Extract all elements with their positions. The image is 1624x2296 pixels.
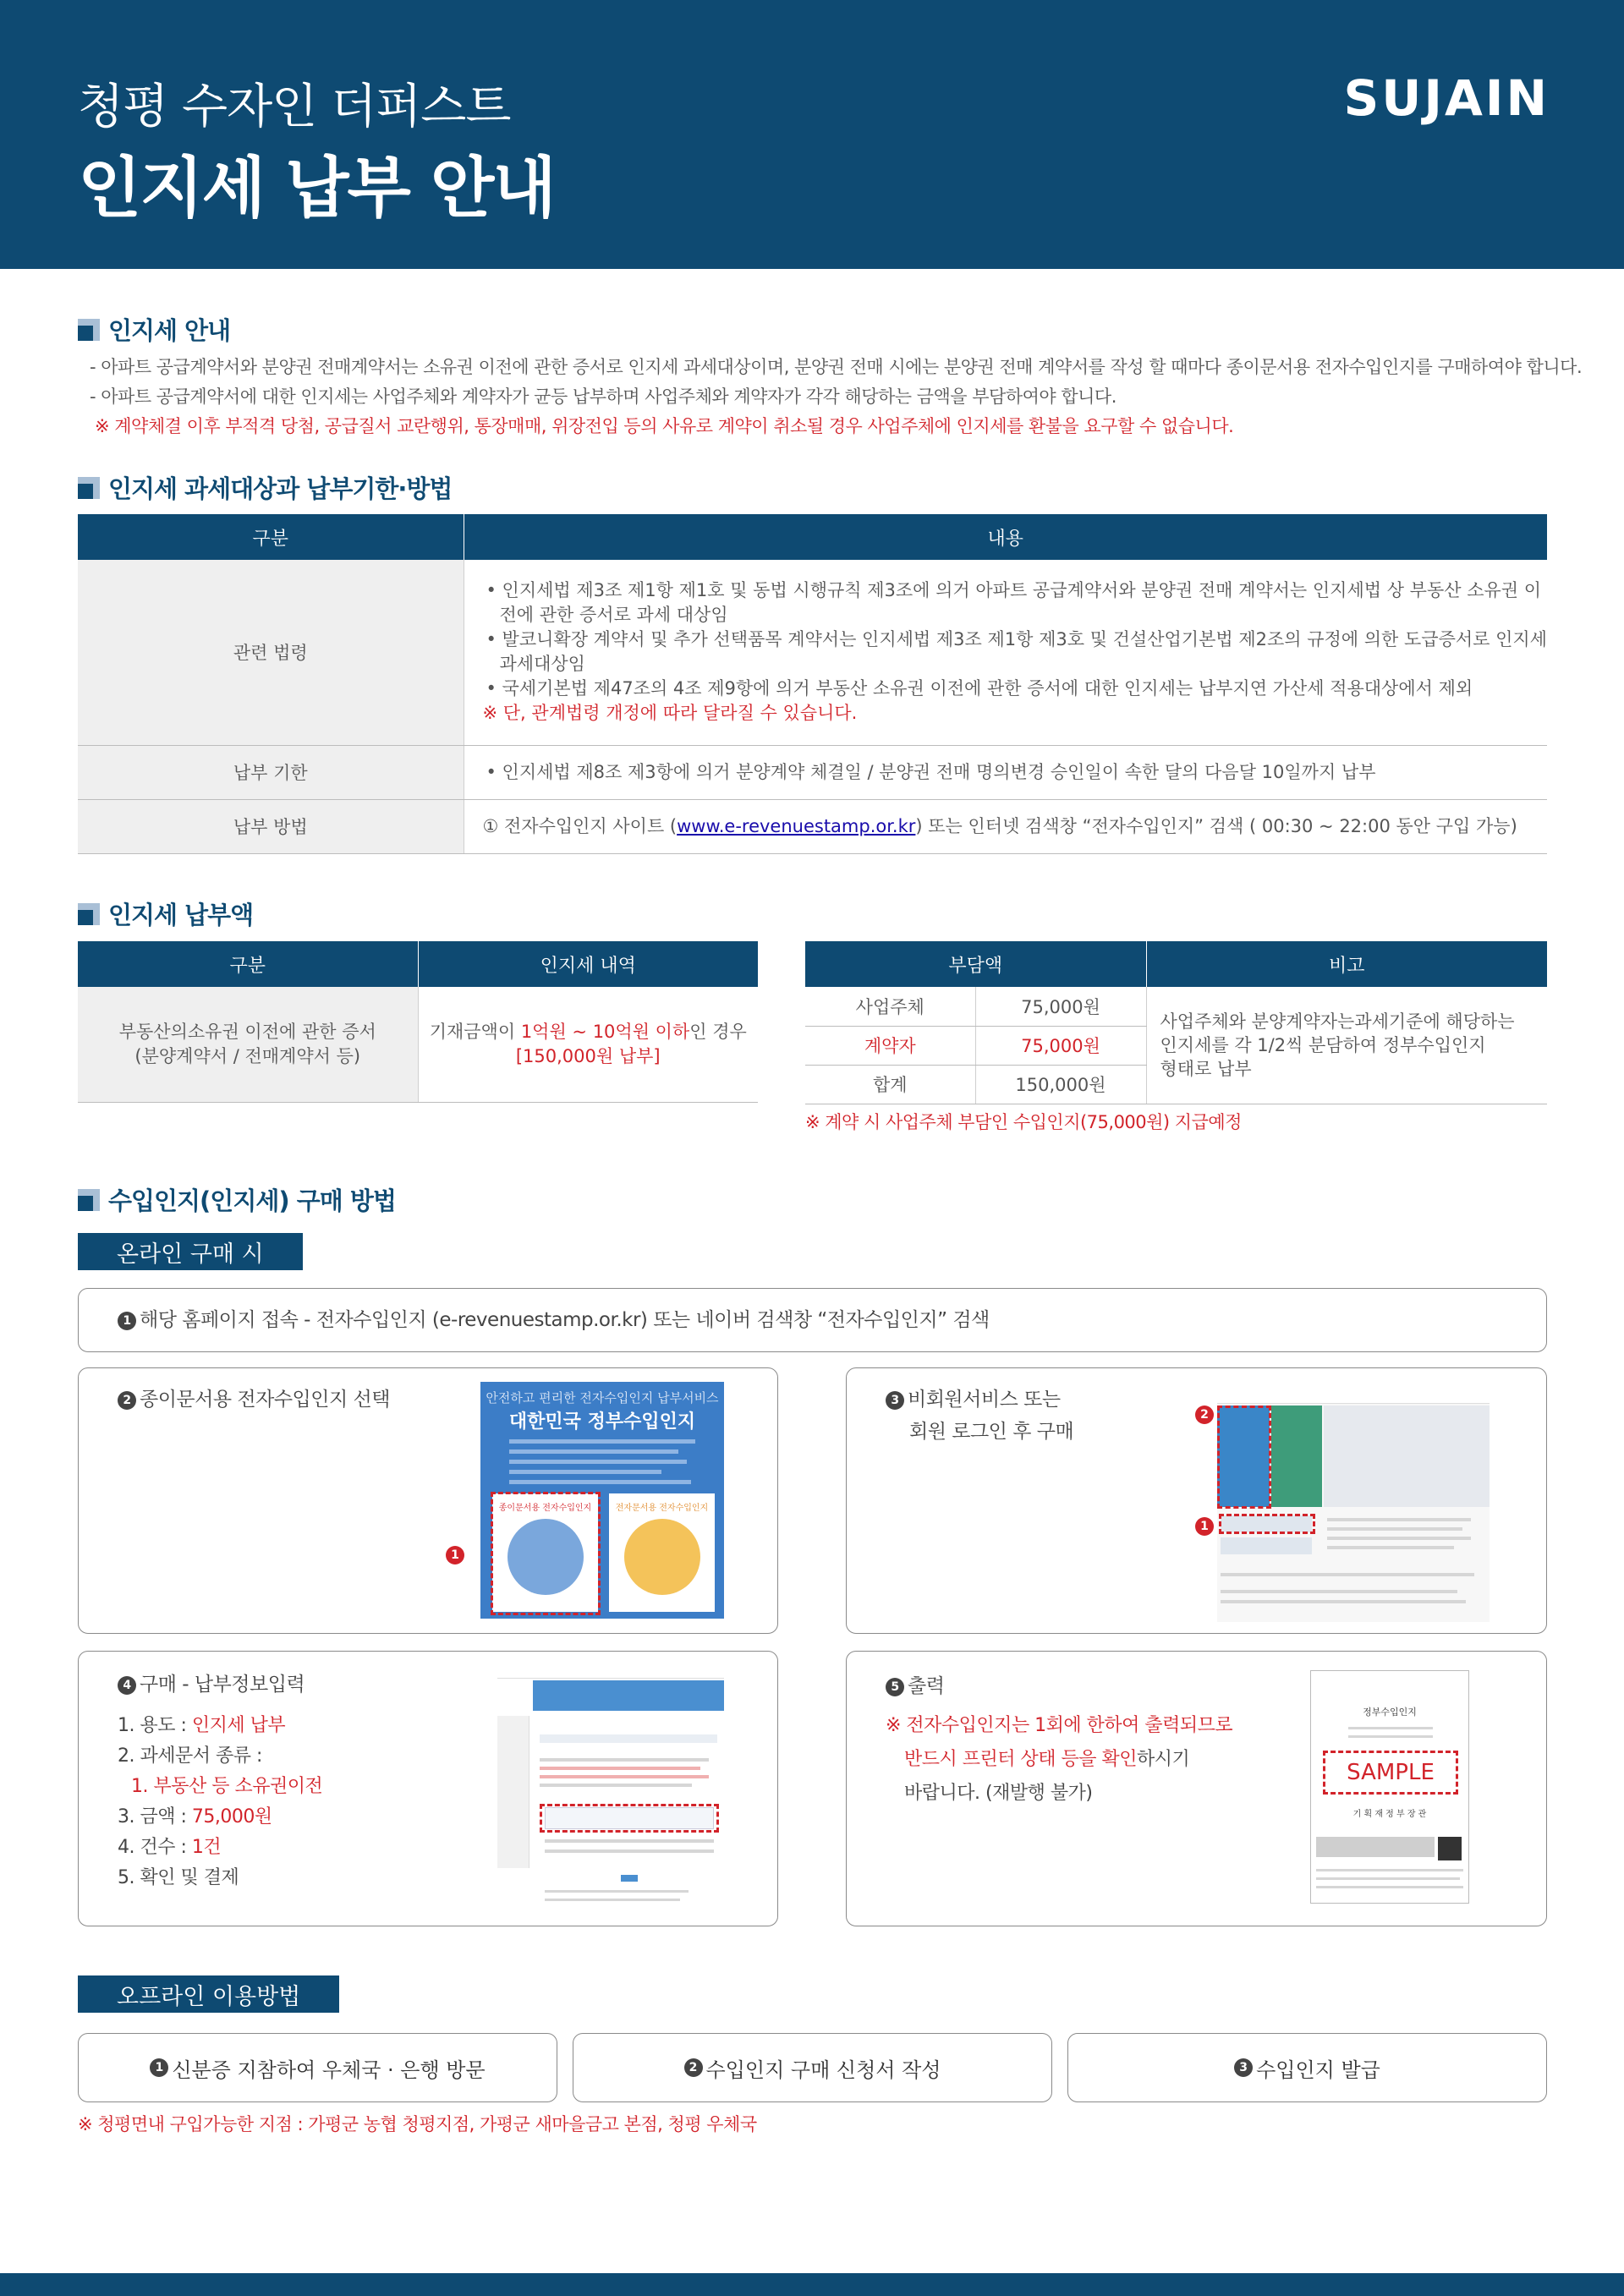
step-number-2: 2: [118, 1391, 136, 1410]
row-label-method: 납부 방법: [78, 799, 464, 853]
law-note: ※ 단, 관계법령 개정에 따라 달라질 수 있습니다.: [482, 703, 858, 724]
laptop-icon: [624, 1519, 700, 1595]
payment-footnote: ※ 계약 시 사업주체 부담인 수입인지(75,000원) 지급예정: [805, 1112, 1242, 1132]
header-burden: 부담액: [805, 941, 1146, 987]
side-menu: [497, 1716, 529, 1868]
offline-step-3: 3 수입인지 발급: [1067, 2033, 1547, 2102]
section-title-purchase: 수입인지(인지세) 구매 방법: [78, 1182, 396, 1217]
section-square-icon: [78, 477, 100, 499]
payment-info-list: [118, 1711, 322, 1893]
marker-1: 1: [446, 1546, 464, 1564]
section-title-tax-amount: 인지세 납부액: [78, 896, 253, 931]
purchase-locations-note: ※ 청평면내 구입가능한 지점 : 가평군 농협 청평지점, 가평군 새마을금고 본점, 청평 우체국: [78, 2114, 757, 2134]
info-line-2: - 아파트 공급계약서에 대한 인지세는 사업주체와 계약자가 균등 납부하며 사업주체와 계약자가 각각 해당하는 금액을 부담하여야 합니다.: [90, 386, 1116, 407]
table-row: 사업주체 75,000원 사업주체와 분양계약자는과세기준에 해당하는 인지세를 각 1/2씩 분담하여 정부수입인지 형태로 납부: [805, 987, 1547, 1026]
refund-warning: ※ 계약체결 이후 부적격 당첨, 공급질서 교란행위, 통장매매, 위장전입 등의 사유로 계약이 취소될 경우 사업주체에 인지세를 환불을 요구할 수 없습니다.: [95, 416, 1234, 436]
row-content-method: ① 전자수입인지 사이트 (www.e-revenuestamp.or.kr) 또는 인터넷 검색창 “전자수입인지” 검색 ( 00:30 ~ 22:00 동안 구입 가능): [464, 799, 1547, 853]
remarks-cell: 사업주체와 분양계약자는과세기준에 해당하는 인지세를 각 1/2씩 분담하여 정부수입인지 형태로 납부: [1146, 987, 1547, 1104]
qr-code-icon: [1438, 1837, 1462, 1860]
section-title-stamp-tax-info: 인지세 안내: [78, 312, 230, 347]
member-panel[interactable]: [1271, 1406, 1322, 1507]
taxation-table: [78, 514, 1547, 854]
header-content: 내용: [464, 514, 1547, 560]
section-square-icon: [78, 903, 100, 925]
row-label-laws: 관련 법령: [78, 560, 464, 745]
offline-step-1: 1 신분증 지참하여 우체국 · 은행 방문: [78, 2033, 557, 2102]
header-remarks: 비고: [1146, 941, 1547, 987]
section-title-taxation: 인지세 과세대상과 납부기한·방법: [78, 470, 452, 505]
row-label-deadline: 납부 기한: [78, 745, 464, 799]
step-2-box: 2 종이문서용 전자수입인지 선택 안전하고 편리한 전자수입인지 납부서비스 대한민국 정부수입인지 종이문서용 전자수입인지 전자문서용 전자수입인지 1: [78, 1367, 778, 1634]
barcode-icon: [1316, 1837, 1435, 1857]
list-item: 1. 용도 : 인지세 납부: [118, 1715, 286, 1736]
offline-method-label: 오프라인 이용방법: [78, 1975, 339, 2013]
list-item: 4. 건수 : 1건: [118, 1837, 222, 1858]
row-content-laws: • 인지세법 제3조 제1항 제1호 및 동법 시행규칙 제3조에 의거 아파트 공급계약서와 분양권 전매 계약서는 인지세법 상 부동산 소유권 이전에 관한 증서로 과세 대상임 • 발코니확장 계약서 및 추가 선택품목 계약서는 인지세법 제3조 제1항 제3호 및 건설산업기본법 제2조의 규정에 의한 도급증서로 인지세 과세대상임 • 국세기본법 제47조의 4조 제9항에 의거 부동산 소유권 이전에 관한 증서에 대한 인지세는 납부지연 가산세 적용대상에서 제외 ※ 단, 관계법령 개정에 따라 달라질 수 있습니다.: [464, 560, 1547, 745]
step-number-3: 3: [886, 1391, 904, 1410]
paper-stamp-card[interactable]: 종이문서용 전자수입인지: [492, 1493, 598, 1612]
list-item: 5. 확인 및 결제: [118, 1867, 239, 1888]
electronic-stamp-card[interactable]: 전자문서용 전자수입인지: [609, 1493, 715, 1612]
header-title: 인지세 납부 안내: [78, 151, 555, 227]
header-tax-details: 인지세 내역: [418, 941, 758, 987]
step-3-box: 3 비회원서비스 또는 회원 로그인 후 구매 2 1: [846, 1367, 1547, 1634]
marker-1: 1: [1195, 1517, 1214, 1536]
header-category: 구분: [78, 514, 464, 560]
offline-step-2: 2 수입인지 구매 신청서 작성: [573, 2033, 1052, 2102]
table-row: 계약자 75,000원: [805, 1026, 1547, 1065]
submit-button[interactable]: [621, 1875, 638, 1882]
header-category: 구분: [78, 941, 418, 987]
screenshot-payment-form: [497, 1665, 724, 1914]
service-banner: [1324, 1406, 1490, 1507]
screenshot-login-page: [1217, 1387, 1490, 1622]
print-warning: ※ 전자수입인지는 1회에 한하여 출력되므로 반드시 프린터 상태 등을 확인하시기 바랍니다. (재발행 불가): [886, 1715, 1233, 1804]
marker-2: 2: [1195, 1406, 1214, 1424]
info-line-1: - 아파트 공급계약서와 분양권 전매계약서는 소유권 이전에 관한 증서로 인지세 과세대상이며, 분양권 전매 시에는 분양권 전매 계약서를 작성 할 때마다 종이문서용 전자수입인지를 구매하여야 합니다.: [90, 357, 1583, 377]
section-square-icon: [78, 1189, 100, 1211]
step-1-box: 1 해당 홈페이지 접속 - 전자수입인지 (e-revenuestamp.or.kr) 또는 네이버 검색창 “전자수입인지” 검색: [78, 1288, 1547, 1352]
step-number-1: 1: [118, 1312, 136, 1330]
e-revenuestamp-link[interactable]: www.e-revenuestamp.or.kr: [677, 815, 916, 836]
header-banner: [0, 0, 1624, 269]
step-number-5: 5: [886, 1678, 904, 1696]
sample-stamp-image: 정부수입인지 SAMPLE 기 획 재 정 부 장 관: [1310, 1670, 1469, 1904]
list-item: 2. 과세문서 종류 :: [118, 1745, 262, 1767]
tax-details-cell: 기재금액이 1억원 ~ 10억원 이하인 경우 [150,000원 납부]: [418, 987, 758, 1102]
list-item: 1. 부동산 등 소유권이전: [131, 1776, 323, 1797]
footer-bar: [0, 2273, 1624, 2296]
tax-amount-table: [78, 941, 758, 1103]
step-5-box: 5 출력 ※ 전자수입인지는 1회에 한하여 출력되므로 반드시 프린터 상태 등을 확인하시기 바랍니다. (재발행 불가) 정부수입인지 SAMPLE 기 획 재 정 부 장 관: [846, 1651, 1547, 1926]
document-type-cell: 부동산의소유권 이전에 관한 증서 (분양계약서 / 전매계약서 등): [78, 987, 418, 1102]
screenshot-stamp-selection: 안전하고 편리한 전자수입인지 납부서비스 대한민국 정부수입인지 종이문서용 전자수입인지 전자문서용 전자수입인지: [480, 1382, 724, 1619]
header-subtitle: 청평 수자인 더퍼스트: [78, 79, 511, 134]
step-4-box: 4 구매 - 납부정보입력 1. 용도 : 인지세 납부 2. 과세문서 종류 : 1. 부동산 등 소유권이전 3. 금액 : 75,000원 4. 건수 : 1건 5. 확인 및 결제: [78, 1651, 778, 1926]
row-content-deadline: • 인지세법 제8조 제3항에 의거 분양계약 체결일 / 분양권 전매 명의변경 승인일이 속한 달의 다음달 10일까지 납부: [464, 745, 1547, 799]
sample-stamp: SAMPLE: [1323, 1751, 1458, 1795]
burden-table: [805, 941, 1547, 1104]
site-nav-bar: [1217, 1387, 1490, 1404]
brand-logo: SUJAIN: [1343, 69, 1550, 127]
list-item: 3. 금액 : 75,000원: [118, 1806, 272, 1827]
table-row: 합계 150,000원: [805, 1065, 1547, 1104]
section-square-icon: [78, 319, 100, 341]
step-number-4: 4: [118, 1676, 136, 1695]
online-purchase-label: 온라인 구매 시: [78, 1233, 303, 1270]
